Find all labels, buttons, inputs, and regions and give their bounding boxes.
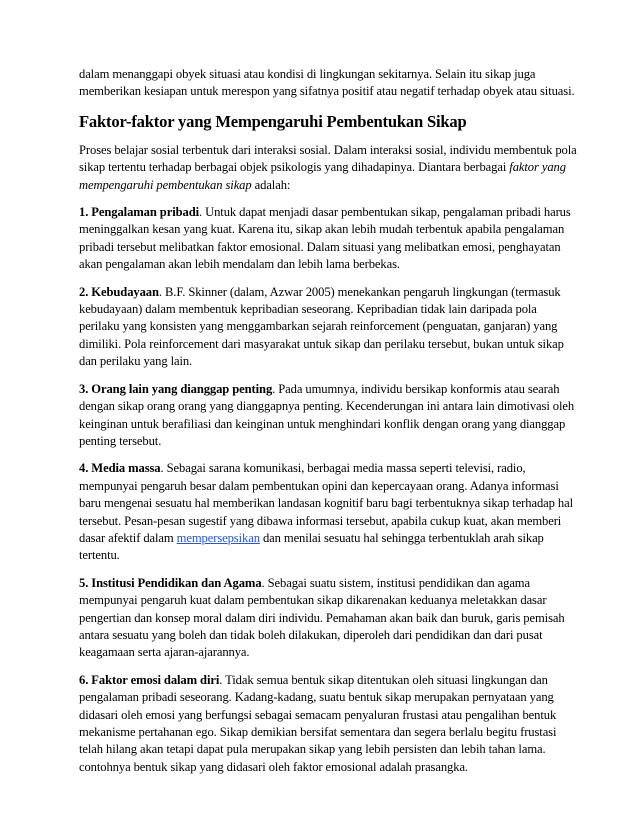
item-body: . B.F. Skinner (dalam, Azwar 2005) menekankan pengaruh lingkungan (termasuk kebudayaan) dalam membentuk kepribadian seseorang. Kepribadian tidak lain daripada pola perilaku yang konsisten yang menggambarkan sejarah reinforcement (penguatan, ganjaran) yang dimiliki. Pola reinforcement dari masyarakat untuk sikap dan perilaku tersebut, bukan untuk sikap dan perilaku yang lain.: [79, 284, 564, 369]
item-body: . Sebagai sarana komunikasi, berbagai media massa seperti televisi, radio, mempunyai pengaruh besar dalam pembentukan opini dan kepercayaan orang. Adanya informasi baru mengenai sesuatu hal memberikan landasan kognitif baru bagi terbentuknya sikap terhadap hal tersebut. Pesan-pesan sugestif yang dibawa informasi tersebut, apabila cukup kuat, akan memberi dasar afektif dalam: [79, 461, 573, 545]
item-pengalaman-pribadi: [79, 204, 579, 274]
item-body: . Tidak semua bentuk sikap ditentukan oleh situasi lingkungan dan pengalaman pribadi seseorang. Kadang-kadang, suatu bentuk sikap merupakan pernyataan yang didasari oleh emosi yang berfungsi sebagai semacam penyaluran frustasi atau pengalihan bentuk mekanisme pertahanan ego. Sikap demikian bersifat sementara dan segera berlalu begitu frustasi telah hilang akan tetapi dapat pula merupakan sikap yang lebih persisten dan lebih tahan lama. contohnya bentuk sikap yang didasari oleh faktor emosional adalah prasangka.: [79, 672, 557, 774]
item-media-massa: [79, 460, 579, 564]
item-title: 2. Kebudayaan: [79, 284, 159, 299]
item-body: . Untuk dapat menjadi dasar pembentukan sikap, pengalaman pribadi harus meninggalkan kesan yang kuat. Karena itu, sikap akan lebih mudah terbentuk apabila pengalaman pribadi tersebut melibatkan faktor emosional. Dalam situasi yang melibatkan emosi, penghayatan akan pengalaman akan lebih mendalam dan lebih lama berbekas.: [79, 205, 571, 272]
item-title: 4. Media massa: [79, 461, 161, 476]
item-institusi: [79, 575, 579, 662]
item-body-tail: dan menilai sesuatu hal sehingga terbentuklah arah sikap tertentu.: [79, 530, 544, 563]
intro-paragraph: dalam menanggapi obyek situasi atau kondisi di lingkungan sekitarnya. Selain itu sikap juga memberikan kesiapan untuk merespon yang sifatnya positif atau negatif terhadap obyek atau situasi.: [79, 67, 575, 99]
lead-text: Proses belajar sosial terbentuk dari interaksi sosial. Dalam interaksi sosial, individu membentuk pola sikap tertentu terhadap berbagai objek psikologis yang dihadapinya. Diantara berbagai: [79, 142, 577, 175]
mempersepsikan-link[interactable]: mempersepsikan: [176, 530, 260, 545]
item-kebudayaan: [79, 284, 579, 371]
section-heading: Faktor-faktor yang Mempengaruhi Pembentukan Sikap: [79, 111, 467, 131]
lead-tail: adalah:: [251, 177, 291, 192]
item-title: 6. Faktor emosi dalam diri: [79, 672, 220, 687]
item-title: 3. Orang lain yang dianggap penting: [79, 381, 273, 396]
document-page: [79, 66, 579, 786]
item-faktor-emosi: [79, 672, 579, 776]
item-orang-lain: [79, 381, 579, 451]
item-body: . Pada umumnya, individu bersikap konformis atau searah dengan sikap orang orang yang dianggapnya penting. Kecenderungan ini antara lain dimotivasi oleh keinginan untuk berafiliasi dan keinginan untuk menghindari konflik dengan orang yang dianggap penting tersebut.: [79, 381, 575, 448]
item-body: . Sebagai suatu sistem, institusi pendidikan dan agama mempunyai pengaruh kuat dalam pembentukan sikap dikarenakan keduanya meletakkan dasar pengertian dan konsep moral dalam diri individu. Pemahaman akan baik dan buruk, garis pemisah antara sesuatu yang boleh dan tidak boleh dilakukan, diperoleh dari pendidikan dan dari pusat keagamaan serta ajaran-ajarannya.: [79, 575, 565, 660]
lead-paragraph: [79, 142, 579, 194]
item-title: 5. Institusi Pendidikan dan Agama: [79, 575, 262, 590]
item-title: 1. Pengalaman pribadi: [79, 205, 200, 220]
lead-italic: faktor yang mempengaruhi pembentukan sikap: [79, 160, 566, 192]
